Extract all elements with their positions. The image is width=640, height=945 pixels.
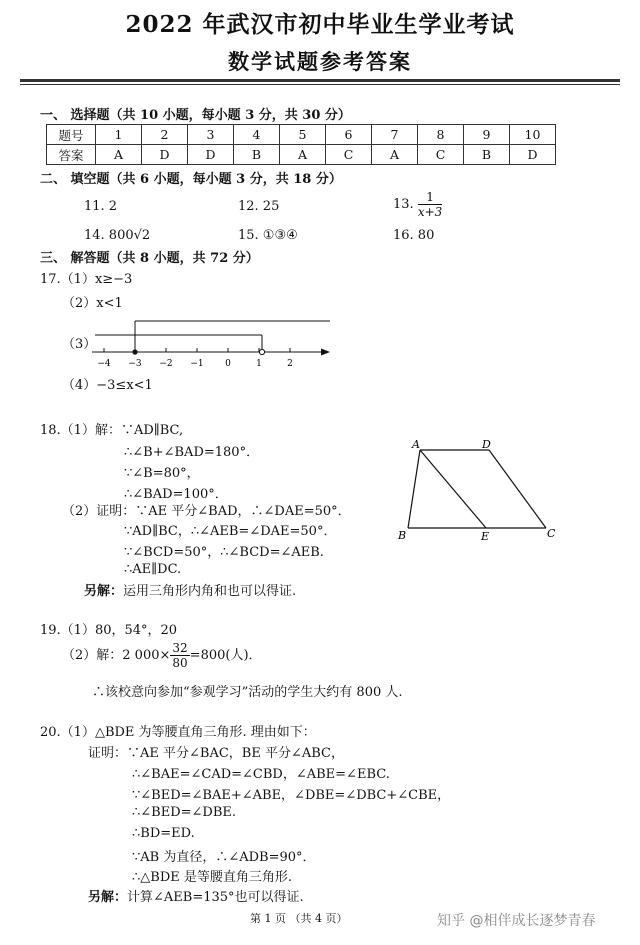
q18-line2: ∴∠B+∠BAD=180°．	[124, 445, 260, 460]
table-cell: 7	[372, 125, 418, 145]
label-d: D	[482, 438, 491, 451]
table-cell: 9	[464, 125, 510, 145]
fraction-numerator: 1	[418, 190, 442, 205]
trapezoid-figure	[394, 436, 564, 546]
label-b: B	[398, 529, 407, 542]
q17-part4: （4）−3≤x<1	[62, 378, 153, 393]
section1-heading: 一、 选择题（共 10 小题，每小题 3 分，共 30 分）	[40, 108, 351, 123]
section2-heading: 二、 填空题（共 6 小题，每小题 3 分，共 18 分）	[40, 172, 342, 187]
fraction-denominator: 80	[172, 656, 188, 670]
answer-13-label: 13.	[393, 197, 414, 212]
q18-line5: （2）证明：∵AE 平分∠BAD，∴∠DAE=50°．	[62, 504, 351, 519]
q20-line5: ∴∠BED=∠DBE.	[132, 805, 237, 820]
table-cell: A	[280, 145, 326, 165]
header-rule-thin	[20, 84, 620, 85]
answer-table	[46, 124, 556, 165]
q20-line4: ∵∠BED=∠BAE+∠ABE，∠DBE=∠DBC+∠CBE，	[132, 788, 451, 803]
table-cell: C	[418, 145, 464, 165]
table-row-numbers	[47, 125, 556, 145]
open-point	[259, 349, 264, 354]
table-header-ans: 答案	[47, 145, 96, 165]
document-subtitle: 数学试题参考答案	[228, 49, 412, 74]
q20-line3: ∴∠BAE=∠CAD=∠CBD，∠ABE=∠EBC.	[132, 767, 390, 782]
table-cell: B	[464, 145, 510, 165]
q20-line2: 证明：∵AE 平分∠BAC，BE 平分∠ABC，	[88, 746, 344, 761]
watermark: 知乎 @相伴成长逐梦青春	[437, 913, 596, 929]
segment-dc	[489, 450, 546, 528]
table-cell: D	[510, 145, 556, 165]
closed-point	[132, 349, 137, 354]
answer-11: 11. 2	[84, 199, 118, 214]
tick-label: 0	[225, 359, 231, 369]
table-cell: C	[326, 145, 372, 165]
document-title: 2022 年武汉市初中毕业生学业考试	[125, 11, 515, 38]
label-a: A	[412, 438, 420, 451]
axis-arrow	[321, 349, 330, 356]
q18-line1: 18.（1）解：∵AD∥BC,	[40, 423, 184, 438]
table-cell: D	[142, 145, 188, 165]
fraction-numerator: 32	[172, 641, 188, 655]
q18-alt-solution	[84, 580, 296, 599]
segment-ae	[420, 450, 486, 528]
answer-13	[393, 190, 442, 219]
q17-part2: （2）x<1	[62, 296, 123, 311]
q19-calc-result: =800(人)．	[189, 648, 262, 663]
tick-label: −1	[190, 359, 204, 369]
table-cell: 10	[510, 125, 556, 145]
tick-label: −4	[97, 359, 111, 369]
q18-line6: ∵AD∥BC，∴∠AEB=∠DAE=50°．	[124, 524, 337, 539]
q20-line7: ∵AB 为直径，∴∠ADB=90°．	[132, 850, 316, 865]
q19-line3: ∴该校意向参加“参观学习”活动的学生大约有 800 人.	[92, 685, 403, 700]
label-c: C	[547, 527, 556, 540]
q20-line6: ∴BD=ED.	[132, 826, 195, 841]
table-cell: 3	[188, 125, 234, 145]
table-cell: 8	[418, 125, 464, 145]
q19-calc-prefix: （2）解：2 000×	[62, 648, 171, 663]
table-cell: 1	[96, 125, 142, 145]
segment-ab	[408, 450, 420, 528]
table-cell: A	[96, 145, 142, 165]
tick-label: 2	[287, 359, 293, 369]
answer-15: 15. ①③④	[238, 228, 298, 243]
q20-alt-solution	[88, 886, 304, 905]
alt-solution-text: 计算∠AEB=135°也可以得证.	[127, 890, 304, 905]
q20-line8: ∴△BDE 是等腰直角三角形.	[132, 870, 292, 885]
alt-solution-label: 另解：	[84, 584, 124, 599]
q20-line1: 20.（1）△BDE 为等腰直角三角形. 理由如下：	[40, 725, 316, 740]
table-cell: B	[234, 145, 280, 165]
fraction-denominator: x+3	[417, 205, 443, 219]
q18-line7: ∵∠BCD=50°，∴∠BCD=∠AEB.	[124, 545, 324, 560]
answer-16: 16. 80	[393, 228, 435, 243]
table-cell: 6	[326, 125, 372, 145]
table-cell: 5	[280, 125, 326, 145]
page-number: 第 1 页 （共 4 页）	[250, 912, 348, 925]
q19-fraction	[170, 641, 189, 670]
table-cell: 4	[234, 125, 280, 145]
label-e: E	[481, 530, 490, 543]
table-cell: A	[372, 145, 418, 165]
alt-solution-text: 运用三角形内角和也可以得证.	[123, 584, 297, 599]
alt-solution-label: 另解：	[88, 890, 128, 905]
table-header-no: 题号	[47, 125, 96, 145]
answer-13-fraction	[418, 190, 442, 219]
tick-label: −2	[159, 359, 173, 369]
table-cell: D	[188, 145, 234, 165]
q18-line3: ∵∠B=80°，	[124, 466, 200, 481]
q19-line1: 19.（1）80，54°，20	[40, 623, 178, 638]
section3-heading: 三、 解答题（共 8 小题，共 72 分）	[40, 251, 259, 266]
number-line	[90, 314, 340, 370]
tick-label: −3	[128, 359, 142, 369]
tick-label: 1	[256, 359, 262, 369]
header-rule-thick	[20, 79, 620, 82]
answer-14: 14. 800√2	[84, 228, 151, 243]
q19-line2	[62, 641, 262, 670]
table-row-answers	[47, 145, 556, 165]
table-cell: 2	[142, 125, 188, 145]
q18-line4: ∴∠BAD=100°．	[124, 487, 228, 502]
q18-line8: ∴AE∥DC.	[124, 562, 182, 577]
q17-part3: （3）	[62, 337, 97, 352]
q17-part1: 17.（1）x≥−3	[40, 272, 133, 287]
answer-12: 12. 25	[238, 199, 280, 214]
